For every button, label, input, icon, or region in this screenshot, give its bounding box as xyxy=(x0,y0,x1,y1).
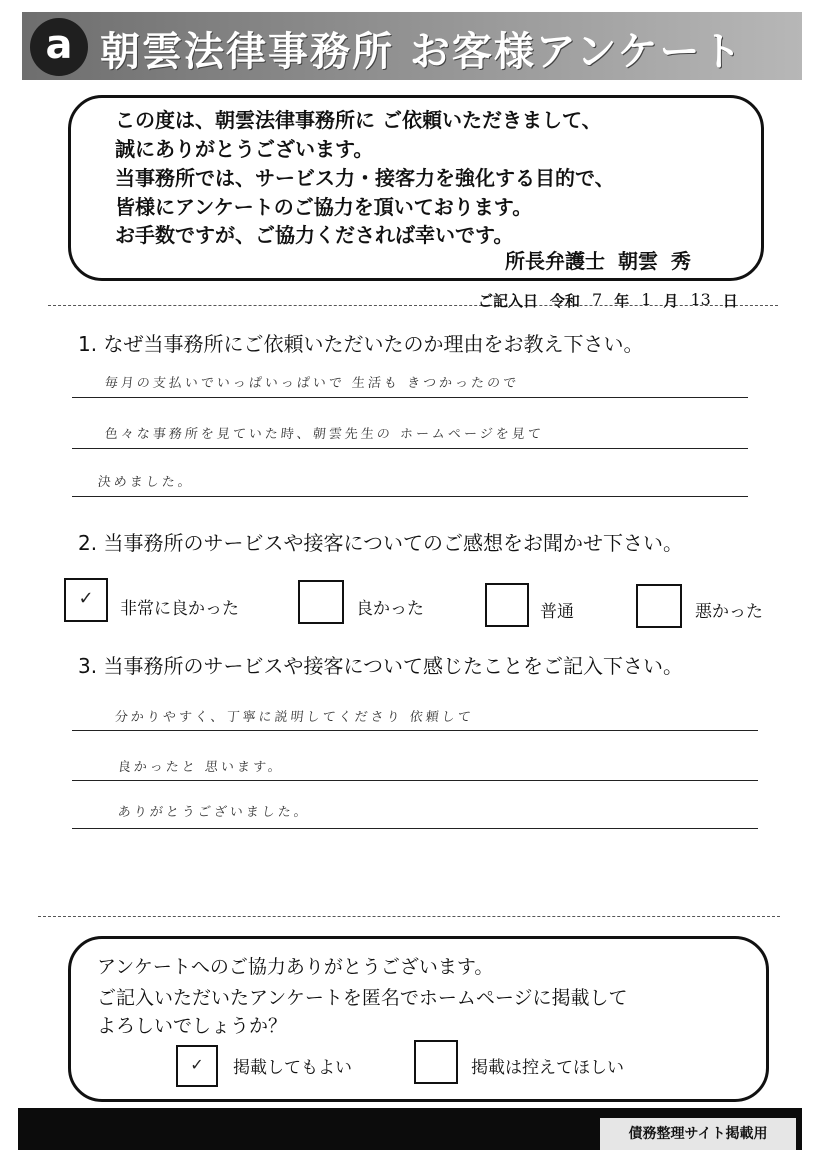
date-era: 令和 xyxy=(550,292,581,310)
date-year-unit: 年 xyxy=(614,292,630,310)
intro-line-2: 誠にありがとうございます。 xyxy=(115,137,374,161)
q1-answer-line-2[interactable]: 色々な事務所を見ていた時、朝雲先生の ホームページを見て xyxy=(104,427,545,442)
date-label: ご記入日 xyxy=(478,292,539,310)
checkbox-very-good[interactable] xyxy=(64,578,108,622)
question-1: 1. なぜ当事務所にご依頼いただいたのか理由をお教え下さい。 xyxy=(78,332,644,356)
intro-line-3: 当事務所では、サービス力・接客力を強化する目的で、 xyxy=(115,166,615,190)
date-month-unit: 月 xyxy=(663,292,679,310)
checkbox-bad[interactable] xyxy=(636,584,682,628)
checkbox-good[interactable] xyxy=(298,580,344,624)
page-title: 朝雲法律事務所 お客様アンケート xyxy=(100,29,744,75)
option-publish-no-label: 掲載は控えてほしい xyxy=(471,1058,624,1078)
date-month-value[interactable]: 1 xyxy=(641,290,652,309)
q1-answer-line-3[interactable]: 決めました。 xyxy=(97,475,195,490)
logo-icon: a xyxy=(30,18,88,76)
outro-line-3: よろしいでしょうか？ xyxy=(97,1015,288,1037)
option-very-good-label: 非常に良かった xyxy=(120,599,239,619)
q1-rule-2 xyxy=(72,448,748,449)
outro-line-2: ご記入いただいたアンケートを匿名でホームページに掲載して xyxy=(97,987,628,1009)
q3-rule-1 xyxy=(72,730,758,731)
date-day-value[interactable]: 13 xyxy=(690,290,711,309)
q3-answer-line-3[interactable]: ありがとうございました。 xyxy=(117,805,311,820)
option-good-label: 良かった xyxy=(356,599,424,619)
signature: 所長弁護士 朝雲 秀 xyxy=(505,249,691,273)
checkbox-publish-ok[interactable] xyxy=(176,1045,218,1087)
intro-line-5: お手数ですが、ご協力くだされば幸いです。 xyxy=(115,223,514,247)
q1-answer-line-1[interactable]: 毎月の支払いでいっぱいっぱいで 生活も きつかったので xyxy=(104,376,520,391)
checkbox-publish-no[interactable] xyxy=(414,1040,458,1084)
option-publish-ok-label: 掲載してもよい xyxy=(233,1058,352,1078)
date-year-value[interactable]: 7 xyxy=(592,290,603,309)
q1-rule-3 xyxy=(72,496,748,497)
q3-rule-2 xyxy=(72,780,758,781)
check-mark-icon: ✓ xyxy=(190,1055,204,1074)
footer-tab: 債務整理サイト掲載用 xyxy=(600,1118,796,1150)
check-mark-icon: ✓ xyxy=(78,588,94,609)
q3-answer-line-1[interactable]: 分かりやすく、丁寧に説明してくださり 依頼して xyxy=(114,710,475,725)
date-day-unit: 日 xyxy=(722,292,738,310)
question-3: 3. 当事務所のサービスや接客について感じたことをご記入下さい。 xyxy=(78,654,684,678)
q3-answer-line-2[interactable]: 良かったと 思います。 xyxy=(117,760,285,775)
outro-line-1: アンケートへのご協力ありがとうございます。 xyxy=(97,956,494,978)
bottom-divider xyxy=(38,916,780,917)
option-bad-label: 悪かった xyxy=(695,602,763,622)
q1-rule-1 xyxy=(72,397,748,398)
option-average-label: 普通 xyxy=(540,602,574,622)
q3-rule-3 xyxy=(72,828,758,829)
checkbox-average[interactable] xyxy=(485,583,529,627)
entry-date xyxy=(478,290,738,311)
intro-line-1: この度は、朝雲法律事務所に ご依頼いただきまして、 xyxy=(115,108,602,132)
question-2: 2. 当事務所のサービスや接客についてのご感想をお聞かせ下さい。 xyxy=(78,531,684,555)
intro-line-4: 皆様にアンケートのご協力を頂いております。 xyxy=(115,195,533,219)
